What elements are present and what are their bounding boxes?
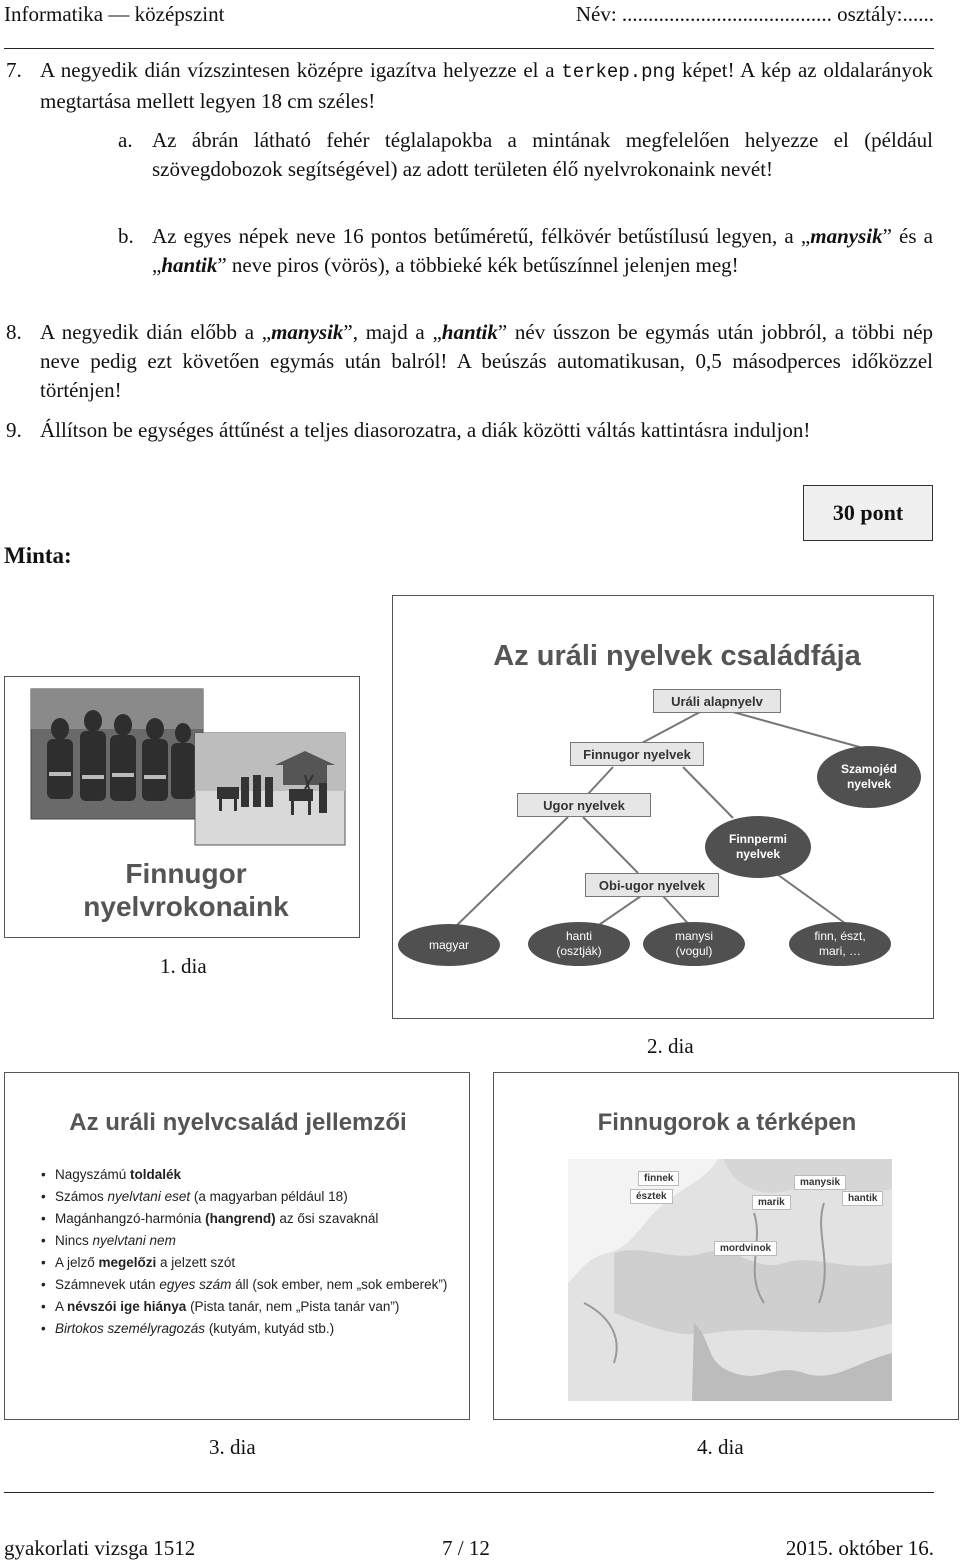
item-8-text: A negyedik dián előbb a „manysik”, majd a „hantik” név ússzon be egymás után jobbról, a többi nép neve pedig ezt követően egymás után balról! A beúszás automatikusan, 0,5 másodperces időközzel történjen! — [40, 320, 934, 402]
node-obi-ugor-nyelvek: Obi-ugor nyelvek — [585, 873, 719, 897]
item-7-number: 7. — [6, 58, 22, 82]
bullet-1: • Nagyszámú toldalék — [41, 1167, 451, 1183]
map-label-finnek: finnek — [638, 1171, 679, 1186]
slide-2-title: Az uráli nyelvek családfája — [493, 640, 861, 672]
bullet-5: • A jelző megelőzi a jelzett szót — [41, 1255, 451, 1271]
footer-left: gyakorlati vizsga 1512 — [4, 1536, 196, 1560]
oval-magyar: magyar — [398, 924, 500, 966]
node-urali-alapnyelv: Uráli alapnyelv — [653, 689, 781, 713]
footer-page-number: 7 / 12 — [442, 1536, 490, 1560]
slide-4-title: Finnugorok a térképen — [597, 1109, 857, 1136]
item-b-text: Az egyes népek neve 16 pontos betűméretű, félkövér betűstílusú legyen, a „manysik” és a „hantik” neve piros (vörös), a többieké kék betűszínnel jelenjen meg! — [152, 224, 934, 277]
oval-hanti: hanti (osztják) — [528, 922, 630, 966]
item-8-number: 8. — [6, 320, 22, 344]
bullet-4: • Nincs nyelvtani nem — [41, 1233, 451, 1249]
bullet-7: • A névszói ige hiánya (Pista tanár, nem „Pista tanár van”) — [41, 1299, 451, 1315]
slide-2 — [392, 595, 934, 1019]
bullet-2: • Számos nyelvtani eset (a magyarban például 18) — [41, 1189, 451, 1205]
bullet-8: • Birtokos személyragozás (kutyám, kutyád stb.) — [41, 1321, 451, 1337]
slide-4 — [493, 1072, 959, 1420]
minta-label: Minta: — [4, 543, 72, 568]
item-a-number: a. — [118, 128, 133, 152]
slide-3-caption: 3. dia — [209, 1435, 256, 1459]
map-label-mordvinok: mordvinok — [714, 1241, 777, 1256]
node-finnugor-nyelvek: Finnugor nyelvek — [570, 742, 704, 766]
map-label-esztek: észtek — [630, 1189, 673, 1204]
slide-2-caption: 2. dia — [647, 1034, 694, 1058]
slide-3 — [4, 1072, 470, 1420]
footer-rule — [4, 1492, 934, 1493]
slide-3-title: Az uráli nyelvcsalád jellemzői — [69, 1109, 407, 1136]
header-right: Név: ........................................ osztály:...... — [575, 2, 934, 26]
bullet-3: • Magánhangzó-harmónia (hangrend) az ősi szavaknál — [41, 1211, 451, 1227]
oval-manysi: manysi (vogul) — [643, 922, 745, 966]
item-a-text: Az ábrán látható fehér téglalapokba a mintának megfelelően helyezze el (például szövegdobozok segítségével) az adott területen élő nyelvrokonaink nevét! — [152, 128, 933, 181]
header-left: Informatika — középszint — [4, 2, 225, 26]
map-label-hantik: hantik — [842, 1191, 883, 1206]
filename: terkep.png — [561, 61, 676, 83]
cloud-szamojed: Szamojéd nyelvek — [817, 746, 921, 808]
points-box: 30 pont — [803, 485, 933, 541]
slide-1 — [4, 676, 360, 938]
slide-3-bullet-list — [41, 1167, 451, 1343]
item-7-text: A negyedik dián vízszintesen középre igazítva helyezze el a terkep.png képet! A kép az oldalarányok megtartása mellett legyen 18 cm széles! — [40, 58, 933, 113]
bullet-6: • Számnevek után egyes szám áll (sok ember, nem „sok emberek”) — [41, 1277, 451, 1293]
item-b-number: b. — [118, 224, 134, 248]
slide-1-title: Finnugor nyelvrokonaink — [83, 858, 289, 922]
slide-1-caption: 1. dia — [160, 954, 207, 978]
header-rule — [4, 48, 934, 49]
slide-4-caption: 4. dia — [697, 1435, 744, 1459]
map-label-manysik: manysik — [794, 1175, 846, 1190]
cloud-finnpermi: Finnpermi nyelvek — [705, 816, 811, 878]
item-9-number: 9. — [6, 418, 22, 442]
node-ugor-nyelvek: Ugor nyelvek — [517, 793, 651, 817]
map-label-marik: marik — [752, 1195, 791, 1210]
oval-finn-eszt-mari: finn, észt, mari, … — [789, 922, 891, 966]
footer-date: 2015. október 16. — [785, 1536, 934, 1560]
item-9-text: Állítson be egységes áttűnést a teljes diasorozatra, a diák közötti váltás kattintásra induljon! — [40, 418, 811, 442]
